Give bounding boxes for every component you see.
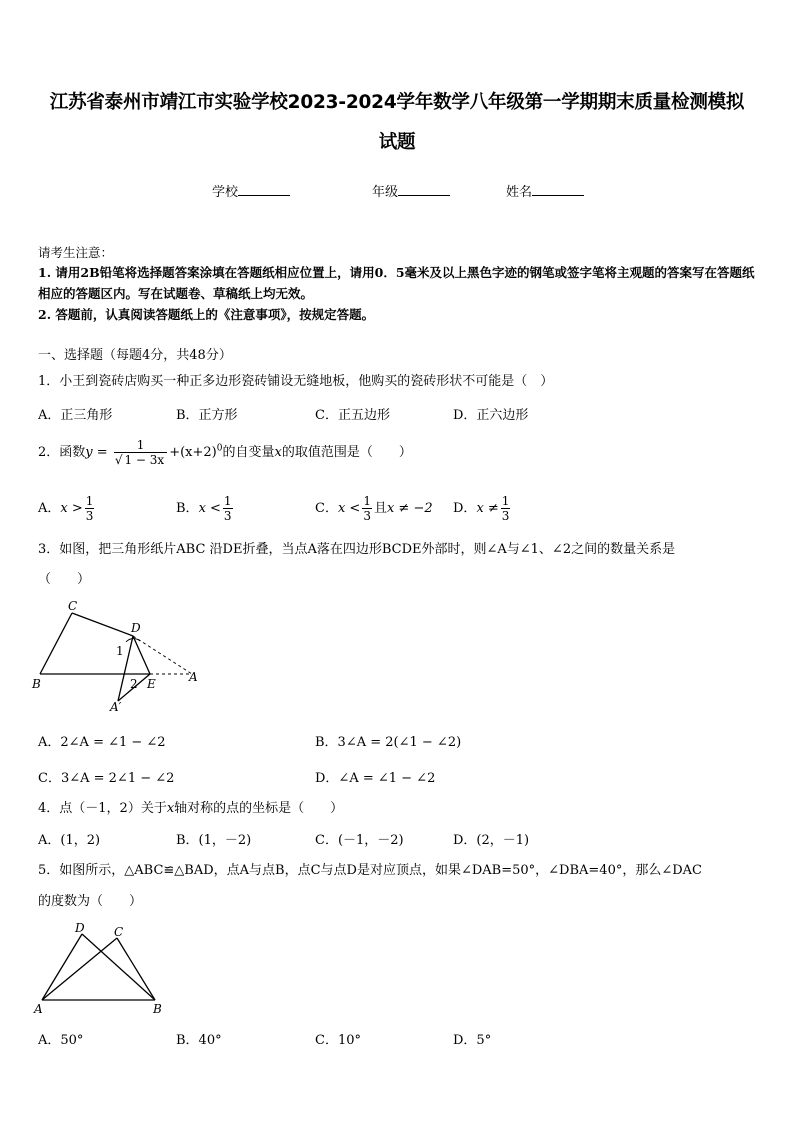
q4-option-c[interactable]: C．(－1，－2) (315, 833, 404, 848)
q4-option-a[interactable]: A．(1，2) (38, 833, 101, 848)
q3-label-d: D (131, 621, 141, 635)
q2-d-den: 3 (501, 509, 510, 523)
q2-a-label: A． (38, 501, 61, 516)
q2-numerator: 1 (114, 438, 167, 453)
q2-a-num: 1 (85, 494, 94, 508)
q2-b-den: 3 (223, 509, 232, 523)
q2-option-d[interactable] (453, 494, 512, 523)
q3-label-c: C (68, 599, 78, 613)
grade-blank[interactable] (398, 183, 450, 196)
notice-item-1: 1. 请用2B铅笔将选择题答案涂填在答题纸相应位置上，请用0．5毫米及以上黑色字迹的钢笔或签字笔将主观题的答案写在答题纸相应的答题区内。写在试题卷、草稿纸上均无效。 (38, 265, 755, 301)
q2-a-fraction (85, 494, 95, 523)
q5-stem: 5．如图所示，△ABC≌△BAD，点A与点B，点C与点D是对应顶点，如果∠DAB=50°，∠DBA=40°，那么∠DAC (38, 863, 702, 878)
q2-c-mid: 且 (373, 501, 387, 516)
q4-option-d[interactable]: D．(2，－1) (453, 833, 530, 848)
q3-label-angle-1: 1 (116, 644, 124, 658)
q5-option-b[interactable]: B．40° (176, 1033, 222, 1048)
q3-edge-de (133, 636, 150, 674)
q5-figure (30, 918, 180, 1018)
q3-angle-1-arc (126, 639, 140, 642)
q5-edge-ad (42, 934, 82, 1000)
q2-suffix: 的自变量 (222, 445, 275, 460)
name-label: 姓名 (506, 185, 533, 200)
q5-edge-db (82, 934, 155, 1000)
notice-item-2: 2. 答题前，认真阅读答题纸上的《注意事项》，按规定答题。 (38, 307, 375, 322)
q2-d-rel: x ≠ (476, 501, 499, 516)
q2-d-label: D． (453, 501, 477, 516)
q2-b-fraction (223, 494, 233, 523)
q2-stem: 2．函数y = $\frac{1}{√ 1 - 3x}$ $+(x+2)^0$的自变量x的取值范围是（ ） (38, 438, 412, 467)
q5-label-b: B (153, 1002, 162, 1016)
q2-suffix2: 的取值范围是（ ） (281, 445, 412, 460)
q3-label-a-prime: A′ (110, 700, 122, 714)
q3-figure (30, 598, 210, 716)
q5-edge-ac (42, 938, 117, 1000)
q3-option-c[interactable]: C．3∠A = 2∠1 − ∠2 (38, 771, 175, 786)
q4-option-b[interactable]: B．(1，－2) (176, 833, 252, 848)
q3-edge-cd (72, 613, 133, 636)
q3-label-e: E (147, 677, 156, 691)
q5-label-c: C (114, 925, 124, 939)
q2-prefix: 2．函数 (38, 445, 86, 460)
q3-label-a: A (189, 670, 198, 684)
exam-title-line1: 江苏省泰州市靖江市实验学校2023-2024学年数学八年级第一学期期末质量检测模拟 (49, 92, 745, 113)
grade-label: 年级 (372, 185, 399, 200)
q2-exponent: 0 (216, 443, 223, 454)
q3-option-b[interactable]: B．3∠A = 2(∠1 − ∠2) (315, 735, 462, 750)
school-label: 学校 (212, 185, 239, 200)
q1-option-c[interactable]: C．正五边形 (315, 408, 390, 423)
section-heading: 一、选择题（每题4分，共48分） (38, 348, 232, 363)
q2-b-label: B． (176, 501, 199, 516)
q2-c-num: 1 (363, 494, 371, 508)
notice-heading: 请考生注意： (38, 245, 114, 260)
q3-label-angle-2: 2 (130, 677, 138, 691)
q2-var-y: y (85, 445, 93, 460)
q3-label-b: B (32, 677, 41, 691)
q3-edge-cb (40, 613, 72, 674)
school-blank[interactable] (238, 183, 290, 196)
exam-title-line2: 试题 (378, 132, 416, 153)
q3-option-a[interactable]: A．2∠A = ∠1 − ∠2 (38, 735, 166, 750)
q2-option-b[interactable] (176, 494, 235, 523)
q5-option-a[interactable]: A．50° (38, 1033, 84, 1048)
q2-b-num: 1 (223, 494, 232, 508)
q2-c-label: C． (315, 501, 338, 516)
q2-radicand: 1 − 3x (124, 453, 165, 467)
q5-edge-cb (117, 938, 155, 1000)
name-blank[interactable] (532, 183, 584, 196)
grade-field[interactable] (372, 181, 450, 200)
q2-c-fraction (362, 494, 372, 523)
q2-c-rel2: x ≠ −2 (386, 501, 433, 516)
q2-d-fraction (501, 494, 511, 523)
q1-stem: 1．小王到瓷砖店购买一种正多边形瓷砖铺设无缝地板，他购买的瓷砖形状不可能是（ ） (38, 374, 554, 389)
q4-stem-var: x (166, 801, 175, 816)
q2-b-rel: x < (198, 501, 221, 516)
q2-c-rel: x < (337, 501, 361, 516)
q5-label-d: D (75, 921, 85, 935)
q2-var-x: x (274, 445, 282, 460)
school-field[interactable] (212, 181, 290, 200)
q1-option-d[interactable]: D．正六边形 (453, 408, 529, 423)
q5-option-c[interactable]: C．10° (315, 1033, 361, 1048)
q2-option-a[interactable] (38, 494, 96, 523)
q1-option-a[interactable]: A．正三角形 (38, 408, 113, 423)
q4-stem-a: 4．点（－1，2）关于 (38, 801, 167, 816)
q2-option-c[interactable] (315, 494, 433, 523)
q4-stem (38, 799, 343, 819)
q3-option-d[interactable]: D．∠A = ∠1 − ∠2 (315, 771, 436, 786)
q5-stem-2: 的度数为（ ） (38, 894, 143, 909)
q4-stem-b: 轴对称的点的坐标是（ ） (174, 801, 344, 816)
q2-d-num: 1 (501, 494, 510, 508)
q5-label-a: A (34, 1002, 43, 1016)
q1-option-b[interactable]: B．正方形 (176, 408, 238, 423)
name-field[interactable] (506, 181, 584, 200)
q2-term: +(x+2) (169, 445, 217, 460)
q2-c-den: 3 (363, 509, 371, 523)
q2-a-rel: x > (60, 501, 83, 516)
q2-a-den: 3 (85, 509, 94, 523)
q3-stem: 3．如图，把三角形纸片ABC 沿DE折叠，当点A落在四边形BCDE外部时，则∠A与∠1、∠2之间的数量关系是 (38, 542, 676, 557)
q3-stem-paren: （ ） (38, 572, 91, 587)
q2-function-fraction: $\frac{1}{√ 1 - 3x}$ (114, 438, 167, 467)
q5-option-d[interactable]: D．5° (453, 1033, 492, 1048)
